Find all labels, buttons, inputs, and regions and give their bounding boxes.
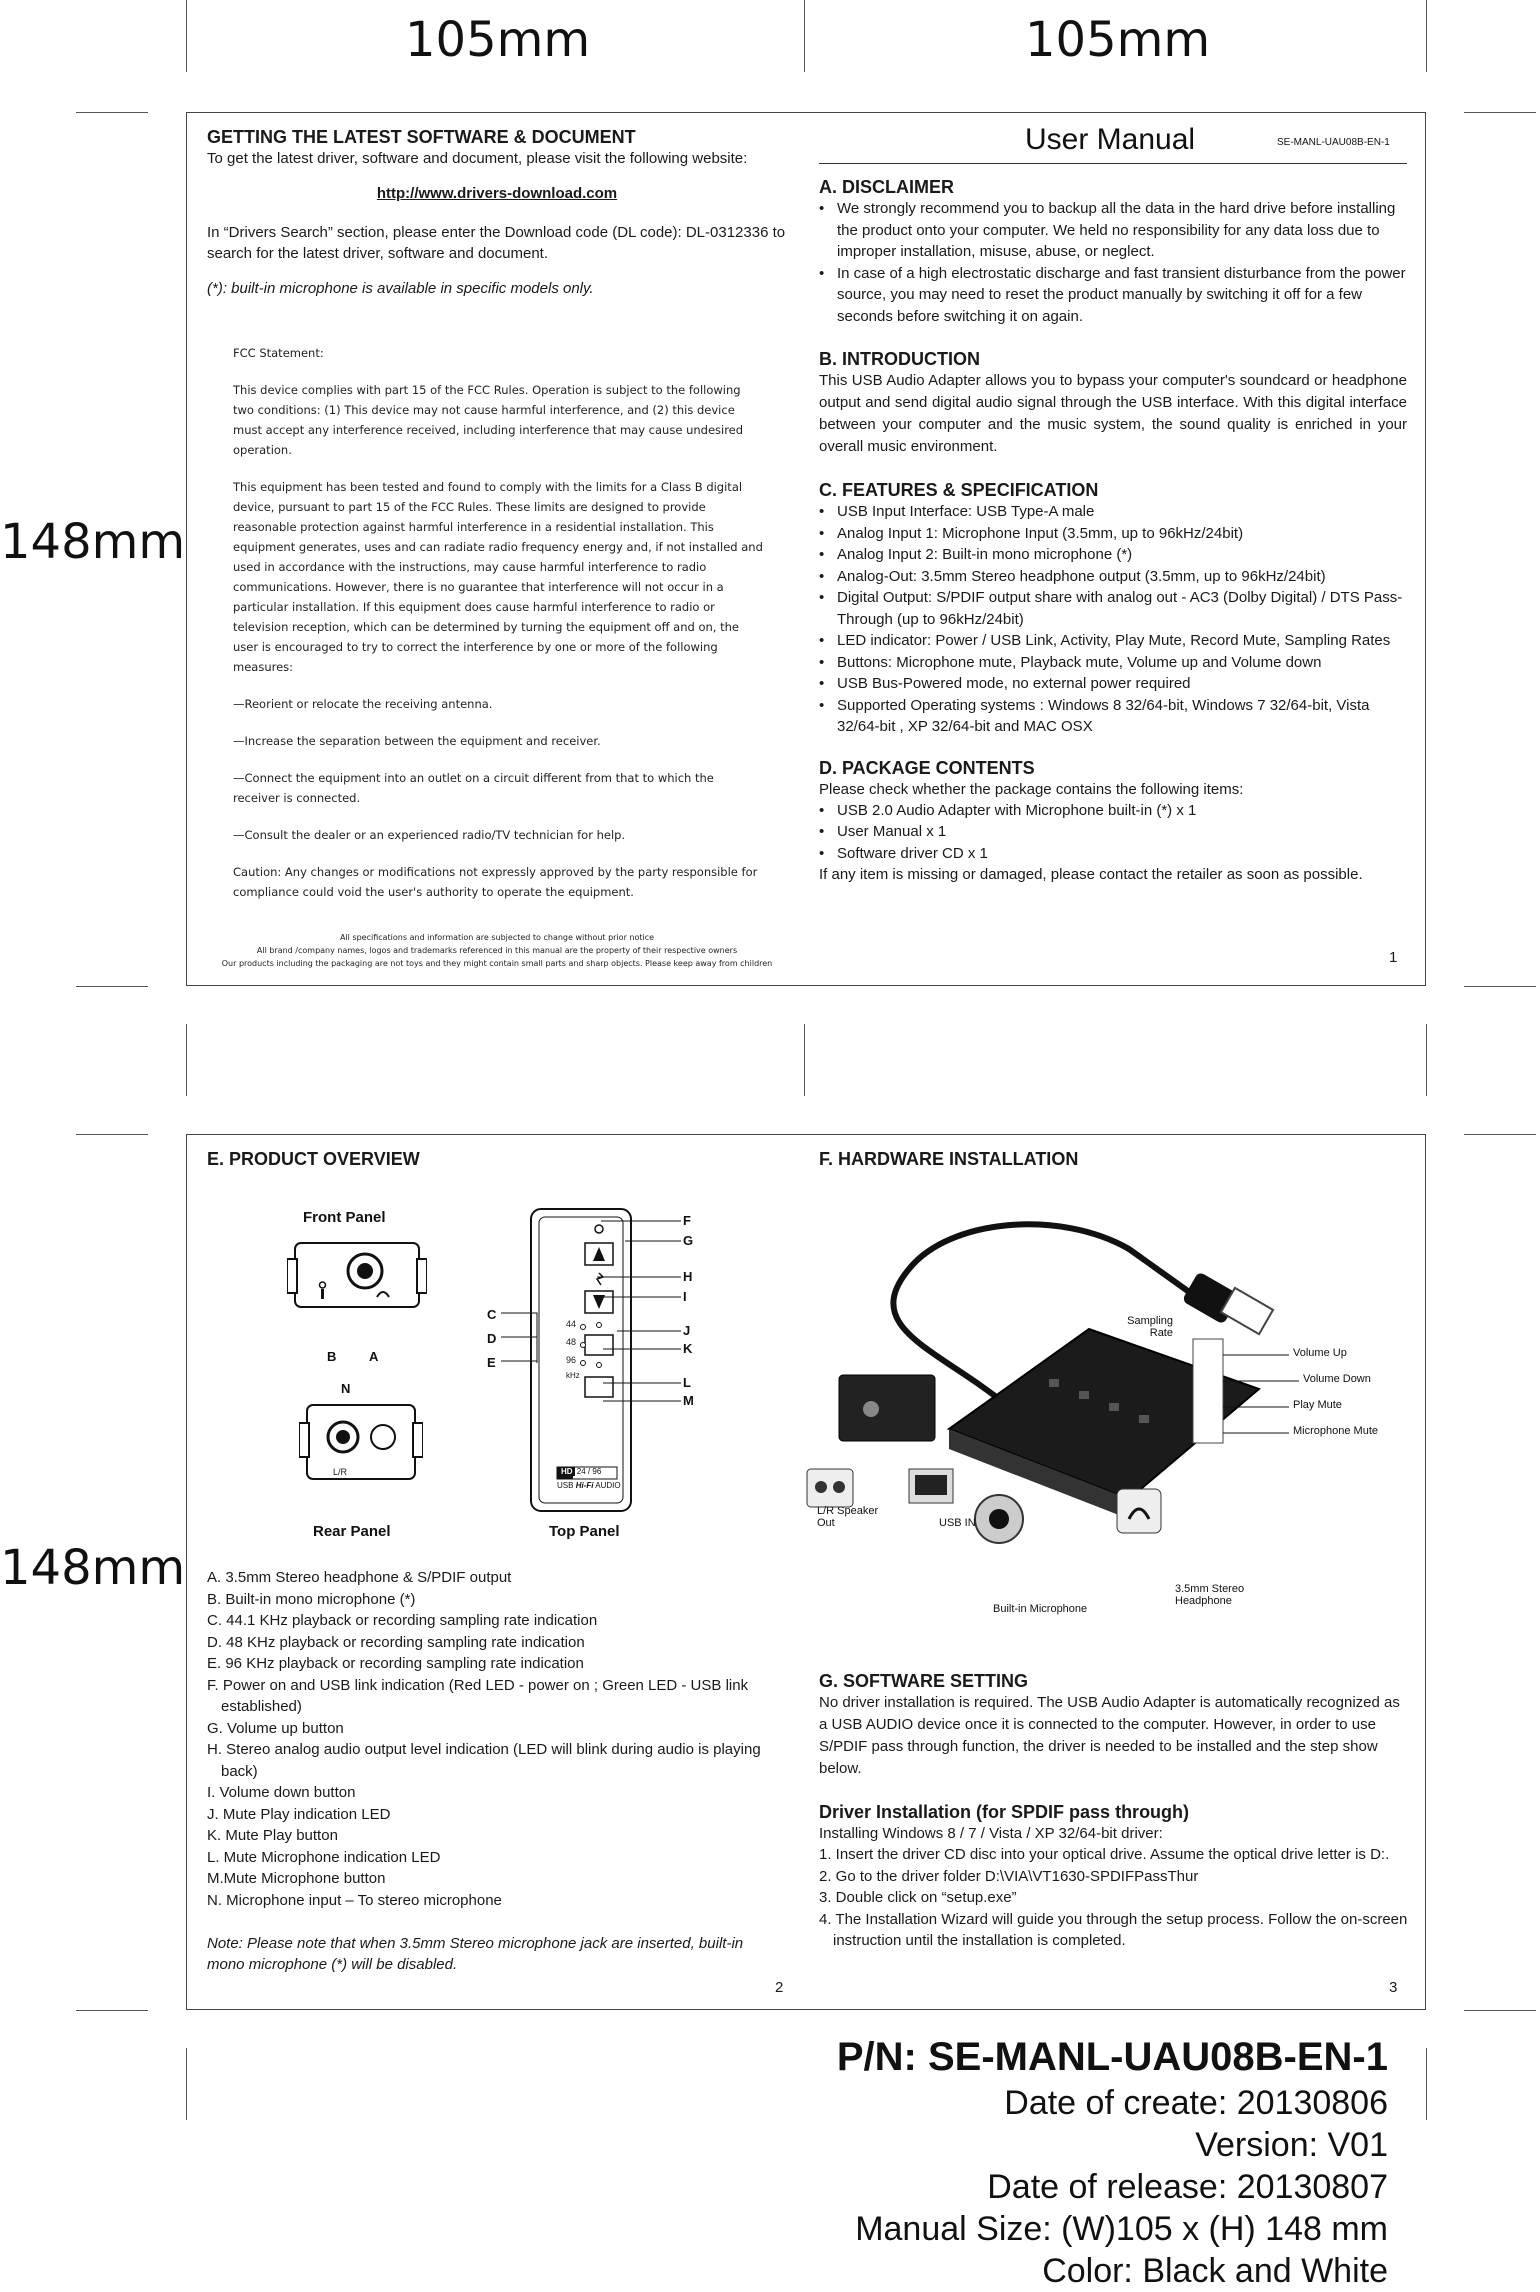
features-heading: C. FEATURES & SPECIFICATION [819, 480, 1099, 500]
rear-panel-drawing [299, 1399, 423, 1495]
callout-letter-j: J [683, 1323, 691, 1338]
crop-mark [1464, 986, 1536, 987]
rear-panel-label: Rear Panel [313, 1523, 391, 1540]
callout-letter-n: N [341, 1381, 351, 1396]
list-item: K. Mute Play button [207, 1827, 338, 1844]
crop-mark [1426, 1024, 1427, 1096]
crop-mark [1464, 1134, 1536, 1135]
footer-info [568, 2032, 1388, 2292]
callout-letter-m: M [683, 1393, 694, 1408]
sampling-rate-label: Sampling Rate [1127, 1315, 1173, 1339]
crop-mark [804, 0, 805, 72]
download-heading: GETTING THE LATEST SOFTWARE & DOCUMENT [207, 127, 636, 147]
page-number: 1 [1389, 949, 1398, 966]
list-item: • USB Bus-Powered mode, no external power required [837, 673, 1407, 695]
title-rule [819, 163, 1407, 164]
lr-speaker-label: L/R Speaker Out [817, 1505, 879, 1529]
driver-heading: Driver Installation (for SPDIF pass through) [819, 1802, 1190, 1822]
led-48-label: 48 [566, 1337, 577, 1347]
manual-title: User Manual [1025, 123, 1196, 156]
front-panel-drawing [287, 1237, 427, 1327]
volume-down-label: Volume Down [1303, 1373, 1371, 1385]
usb-in-label: USB IN [939, 1517, 976, 1529]
badge-usb: USB [557, 1481, 574, 1490]
download-intro: To get the latest driver, software and document, please visit the following website: [207, 150, 748, 167]
manual-sheet-1 [186, 112, 1426, 986]
download-search-text: In “Drivers Search” section, please enter the Download code (DL code): DL-0312336 to search for the latest driver, software and document. [207, 224, 786, 262]
hardware-diagram [799, 1189, 1319, 1549]
fcc-statement [233, 343, 763, 902]
led-44-label: 44 [566, 1319, 577, 1329]
builtin-mic-label: Built-in Microphone [993, 1603, 1088, 1615]
list-item: • Digital Output: S/PDIF output share with analog out - AC3 (Dolby Digital) / DTS Pass-Through (up to 96kHz/24bit) [837, 587, 1407, 630]
software-text: No driver installation is required. The USB Audio Adapter is automatically recognized as a USB AUDIO device once it is connected to the computer. However, in order to use S/PDIF pass through function, the driver is needed to be installed and the step show below. [819, 1694, 1400, 1777]
list-item: • Analog Input 2: Built-in mono microphone (*) [837, 544, 1407, 566]
fcc-measure: —Increase the separation between the equipment and receiver. [233, 734, 601, 748]
list-item: F. Power on and USB link indication (Red LED - power on ; Green LED - USB link established) [207, 1676, 749, 1715]
list-item: M.Mute Microphone button [207, 1870, 386, 1887]
download-section [207, 127, 787, 299]
callout-letter-h: H [683, 1269, 693, 1284]
driver-intro: Installing Windows 8 / 7 / Vista / XP 32/64-bit driver: [819, 1825, 1163, 1842]
list-item: E. 96 KHz playback or recording sampling rate indication [207, 1655, 584, 1672]
crop-mark [1464, 112, 1536, 113]
crop-mark [76, 986, 148, 987]
fcc-caution: Caution: Any changes or modifications not expressly approved by the party responsible for compliance could void the user's authority to operate the equipment. [233, 865, 758, 899]
width-label-left: 105mm [405, 12, 591, 68]
height-label-bottom: 148mm [0, 1540, 186, 1596]
list-item: N. Microphone input – To stereo microphone [207, 1891, 502, 1909]
list-item: H. Stereo analog audio output level indication (LED will blink during audio is playing back) [207, 1741, 761, 1780]
stereo-headphone-label: 3.5mm Stereo Headphone [1175, 1583, 1245, 1607]
led-96-label: 96 [566, 1355, 577, 1365]
date-of-release: Date of release: 20130807 [987, 2168, 1388, 2206]
crop-mark [186, 2048, 187, 2120]
list-item: • Analog-Out: 3.5mm Stereo headphone output (3.5mm, up to 96kHz/24bit) [837, 566, 1407, 588]
crop-mark [1426, 0, 1427, 72]
software-heading: G. SOFTWARE SETTING [819, 1671, 1029, 1691]
introduction-text: This USB Audio Adapter allows you to bypass your computer's soundcard or headphone output and send digital audio signal through the USB interface. With this digital interface between your computer and the music system, the sound quality is enriched in your overall music environment. [819, 372, 1407, 455]
list-item: • Buttons: Microphone mute, Playback mute, Volume up and Volume down [837, 652, 1407, 674]
callout-letter-i: I [683, 1289, 687, 1304]
disclaimer-heading: A. DISCLAIMER [819, 177, 954, 197]
package-list [819, 800, 1407, 865]
fine-print-line: All specifications and information are subjected to change without prior notice [339, 933, 655, 942]
front-panel-label: Front Panel [303, 1209, 386, 1226]
page-number: 3 [1389, 1979, 1398, 1996]
callout-letter-b: B [327, 1349, 337, 1364]
mic-mute-label: Microphone Mute [1293, 1425, 1378, 1437]
list-item: B. Built-in mono microphone (*) [207, 1590, 416, 1608]
badge-rate: 24 / 96 [576, 1467, 602, 1476]
callout-letter-f: F [683, 1213, 691, 1228]
manual-sheet-2 [186, 1134, 1426, 2010]
crop-mark [1426, 2048, 1427, 2120]
list-item: C. 44.1 KHz playback or recording sampling rate indication [207, 1612, 598, 1629]
badge-hifi: Hi-Fi [575, 1481, 594, 1490]
callout-letter-c: C [487, 1307, 497, 1322]
crop-mark [76, 2010, 148, 2011]
page-number: 2 [775, 1979, 784, 1996]
part-number: P/N: SE-MANL-UAU08B-EN-1 [836, 2035, 1388, 2079]
introduction-heading: B. INTRODUCTION [819, 349, 980, 369]
callout-leaders [497, 1215, 687, 1415]
list-item: 1. Insert the driver CD disc into your optical drive. Assume the optical drive letter is D:. [819, 1846, 1390, 1863]
fcc-measure: —Consult the dealer or an experienced radio/TV technician for help. [233, 828, 626, 842]
callout-letter-k: K [683, 1341, 693, 1356]
play-mute-label: Play Mute [1293, 1399, 1342, 1411]
crop-mark [186, 0, 187, 72]
crop-mark [804, 1024, 805, 1096]
list-item: G. Volume up button [207, 1719, 344, 1737]
package-intro: Please check whether the package contains the following items: [819, 780, 1244, 798]
fcc-paragraph-1: This device complies with part 15 of the FCC Rules. Operation is subject to the following two conditions: (1) This device may not cause harmful interference, and (2) this device must accept any interference received, including interference that may cause undesired operation. [233, 383, 744, 457]
package-heading: D. PACKAGE CONTENTS [819, 757, 1035, 778]
list-item: 4. The Installation Wizard will guide you through the setup process. Follow the on-screen instruction until the installation is completed. [819, 1910, 1408, 1949]
list-item: • USB Input Interface: USB Type-A male [837, 501, 1407, 523]
led-khz-label: kHz [566, 1371, 580, 1380]
callout-letter-a: A [369, 1349, 379, 1364]
callout-letter-d: D [487, 1331, 497, 1346]
fine-print-line: All brand /company names, logos and trademarks referenced in this manual are the property of their respective owners [256, 946, 738, 955]
list-item: A. 3.5mm Stereo headphone & S/PDIF output [207, 1569, 512, 1586]
list-item: L. Mute Microphone indication LED [207, 1848, 441, 1866]
callout-letter-l: L [683, 1375, 691, 1390]
fcc-measure: —Connect the equipment into an outlet on a circuit different from that to which the receiver is connected. [233, 771, 714, 805]
crop-mark [76, 1134, 148, 1135]
fine-print-line: Our products including the packaging are not toys and they might contain small parts and sharp objects. Please keep away from children [221, 959, 773, 968]
volume-up-label: Volume Up [1293, 1347, 1347, 1359]
overview-list [207, 1567, 797, 1975]
color-spec: Color: Black and White [1042, 2252, 1388, 2290]
callout-letter-g: G [683, 1233, 694, 1248]
list-item: D. 48 KHz playback or recording sampling rate indication [207, 1633, 585, 1651]
crop-mark [76, 112, 148, 113]
download-url[interactable]: http://www.drivers-download.com [376, 185, 618, 202]
mic-note: (*): built-in microphone is available in specific models only. [207, 280, 594, 297]
package-outro: If any item is missing or damaged, please contact the retailer as soon as possible. [819, 866, 1363, 883]
fcc-paragraph-2: This equipment has been tested and found to comply with the limits for a Class B digital device, pursuant to part 15 of the FCC Rules. These limits are designed to provide reasonable protection against harmful interference in a residential installation. This equipment generates, uses and can radiate radio frequency energy and, if not installed and used in accordance with the instructions, may cause harmful interference to radio communications. However, there is no guarantee that interference will not occur in a particular installation. If this equipment does cause harmful interference to radio or television reception, which can be determined by turning the equipment off and on, the user is encouraged to try to correct the interference by one or more of the following measures: [233, 480, 763, 674]
list-item: • LED indicator: Power / USB Link, Activity, Play Mute, Record Mute, Sampling Rates [837, 630, 1407, 652]
software-section [819, 1671, 1409, 1952]
manual-code: SE-MANL-UAU08B-EN-1 [1277, 137, 1390, 148]
list-item: • USB 2.0 Audio Adapter with Microphone built-in (*) x 1 [837, 800, 1407, 822]
height-label-top: 148mm [0, 514, 186, 570]
list-item: • In case of a high electrostatic discharge and fast transient disturbance from the power source, you may need to reset the product manually by switching it off for a few seconds before switching it on again. [837, 263, 1407, 328]
width-label-right: 105mm [1025, 12, 1211, 68]
disclaimer-list [819, 198, 1407, 327]
driver-steps [819, 1844, 1409, 1952]
hd-badge [559, 1467, 601, 1476]
list-item: • We strongly recommend you to backup all the data in the hard drive before installing the product onto your computer. We held no responsibility for any data loss due to improper installation, misuse, abuse, or neglect. [837, 198, 1407, 263]
manual-size: Manual Size: (W)105 x (H) 148 mm [855, 2210, 1388, 2248]
list-item: 2. Go to the driver folder D:\VIA\VT1630-SPDIFPassThur [819, 1867, 1199, 1885]
fine-print [197, 931, 797, 970]
hardware-heading: F. HARDWARE INSTALLATION [819, 1149, 1079, 1169]
list-item: • Supported Operating systems : Windows 8 32/64-bit, Windows 7 32/64-bit, Vista 32/64-bit , XP 32/64-bit and MAC OSX [837, 695, 1407, 738]
usb-hifi-badge [557, 1481, 621, 1490]
features-list [819, 501, 1407, 738]
right-column [819, 177, 1407, 885]
date-of-create: Date of create: 20130806 [1004, 2084, 1388, 2122]
list-item: • User Manual x 1 [837, 821, 1407, 843]
callout-letter-e: E [487, 1355, 496, 1370]
list-item: • Software driver CD x 1 [837, 843, 1407, 865]
top-panel-label: Top Panel [549, 1523, 620, 1540]
overview-heading: E. PRODUCT OVERVIEW [207, 1149, 420, 1169]
crop-mark [186, 1024, 187, 1096]
list-item: J. Mute Play indication LED [207, 1805, 391, 1823]
badge-hd: HD [561, 1467, 573, 1476]
list-item: • Analog Input 1: Microphone Input (3.5mm, up to 96kHz/24bit) [837, 523, 1407, 545]
version: Version: V01 [1195, 2126, 1388, 2164]
crop-mark [1464, 2010, 1536, 2011]
list-item: 3. Double click on “setup.exe” [819, 1889, 1017, 1906]
rear-lr-label: L/R [333, 1467, 348, 1477]
overview-note: Note: Please note that when 3.5mm Stereo microphone jack are inserted, built-in mono microphone (*) will be disabled. [207, 1935, 744, 1973]
fcc-measure: —Reorient or relocate the receiving antenna. [233, 697, 493, 711]
fcc-title: FCC Statement: [233, 346, 324, 360]
list-item: I. Volume down button [207, 1784, 356, 1801]
badge-audio: AUDIO [595, 1481, 621, 1490]
